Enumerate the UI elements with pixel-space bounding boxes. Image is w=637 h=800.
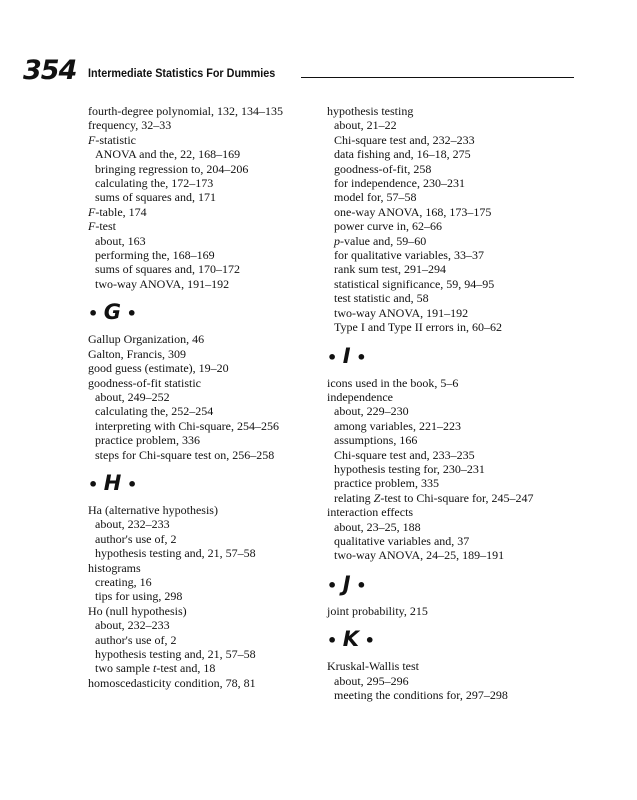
bullet-icon: • [359,631,375,651]
index-subentry: interpreting with Chi-square, 254–256 [95,418,279,433]
header-rule [301,77,574,78]
index-subentry: steps for Chi-square test on, 256–258 [95,447,275,462]
index-entry: interaction effects [327,505,414,520]
section-letter-i [327,344,562,370]
section-letter-j [327,572,562,598]
index-subentry: calculating the, 172–173 [95,176,214,191]
index-entry: goodness-of-fit statistic [88,375,201,390]
index-subentry: practice problem, 336 [95,433,200,448]
index-entry: Gallup Organization, 46 [88,332,205,347]
index-subentry: sums of squares and, 171 [95,190,216,205]
index-subentry: two-way ANOVA, 24–25, 189–191 [334,548,505,563]
index-subentry: among variables, 221–223 [334,418,461,433]
index-subentry: sums of squares and, 170–172 [95,262,240,277]
running-title: Intermediate Statistics For Dummies [88,66,276,80]
index-subentry: p-value and, 59–60 [334,233,427,248]
index-subentry: about, 232–233 [95,618,170,633]
index-subentry: about, 229–230 [334,404,409,419]
index-entry: independence [327,389,393,404]
index-subentry: two-way ANOVA, 191–192 [334,305,469,320]
index-subentry: hypothesis testing for, 230–231 [334,461,485,476]
index-subentry: practice problem, 335 [334,476,439,491]
letter-glyph: J [342,571,351,596]
page-number: 354 [23,55,77,86]
index-subentry: about, 23–25, 188 [334,519,421,534]
bullet-icon: • [350,347,367,367]
letter-glyph: G [103,300,122,325]
index-entry: homoscedasticity condition, 78, 81 [88,675,256,690]
index-subentry: assumptions, 166 [334,433,418,448]
index-subentry: tips for using, 298 [95,589,183,604]
bullet-icon: • [121,304,137,324]
index-subentry: about, 163 [95,233,146,248]
letter-glyph: H [103,470,122,495]
section-letter-k [327,627,562,653]
index-subentry: about, 21–22 [334,118,397,133]
index-entry: Ho (null hypothesis) [88,603,187,618]
index-subentry: rank sum test, 291–294 [334,262,446,277]
index-subentry: about, 295–296 [334,673,409,688]
index-subentry: goodness-of-fit, 258 [334,161,432,176]
letter-glyph: K [342,627,360,652]
index-subentry: two sample t-test and, 18 [95,661,216,676]
index-entry: frequency, 32–33 [88,118,172,133]
index-subentry: two-way ANOVA, 191–192 [95,276,230,291]
index-subentry: test statistic and, 58 [334,291,429,306]
index-entry: histograms [88,560,141,575]
index-entry: good guess (estimate), 19–20 [88,361,229,376]
index-subentry: author's use of, 2 [95,531,177,546]
index-entry: Ha (alternative hypothesis) [88,502,218,517]
index-subentry: about, 249–252 [95,389,170,404]
bullet-icon: • [327,575,343,595]
index-subentry: Chi-square test and, 232–233 [334,132,475,147]
bullet-icon: • [88,304,104,324]
section-letter-g [88,300,323,326]
index-subentry: data fishing and, 16–18, 275 [334,147,471,162]
index-subentry: for qualitative variables, 33–37 [334,248,484,263]
section-letter-h [88,471,323,497]
index-subentry: author's use of, 2 [95,632,177,647]
index-column-left [88,104,323,690]
index-entry: Galton, Francis, 309 [88,346,186,361]
index-subentry: model for, 57–58 [334,190,417,205]
index-subentry: hypothesis testing and, 21, 57–58 [95,546,256,561]
index-subentry: one-way ANOVA, 168, 173–175 [334,204,492,219]
bullet-icon: • [350,575,367,595]
index-subentry: about, 232–233 [95,517,170,532]
index-entry: joint probability, 215 [327,603,428,618]
index-entry: F-table, 174 [88,204,147,219]
index-subentry: calculating the, 252–254 [95,404,214,419]
bullet-icon: • [327,347,343,367]
bullet-icon: • [121,474,138,494]
index-subentry: relating Z-test to Chi-square for, 245–247 [334,490,534,505]
index-entry: hypothesis testing [327,104,414,118]
index-entry: Kruskal-Wallis test [327,659,420,674]
index-entry: F-statistic [88,132,137,147]
index-entry: fourth-degree polynomial, 132, 134–135 [88,104,283,118]
index-subentry: bringing regression to, 204–206 [95,161,249,176]
page-header [23,56,553,90]
index-subentry: performing the, 168–169 [95,248,215,263]
index-subentry: for independence, 230–231 [334,176,465,191]
index-entry: icons used in the book, 5–6 [327,375,459,390]
letter-glyph: I [342,343,351,368]
index-subentry: meeting the conditions for, 297–298 [334,688,508,702]
bullet-icon: • [88,474,104,494]
index-column-right [327,104,562,702]
index-entry: F-test [88,219,117,234]
index-subentry: ANOVA and the, 22, 168–169 [95,147,241,162]
index-subentry: Type I and Type II errors in, 60–62 [334,320,503,335]
bullet-icon: • [327,631,343,651]
index-subentry: creating, 16 [95,574,152,589]
index-subentry: qualitative variables and, 37 [334,533,470,548]
index-subentry: Chi-square test and, 233–235 [334,447,475,462]
index-subentry: statistical significance, 59, 94–95 [334,276,495,291]
index-subentry: hypothesis testing and, 21, 57–58 [95,647,256,661]
index-subentry: power curve in, 62–66 [334,219,442,234]
